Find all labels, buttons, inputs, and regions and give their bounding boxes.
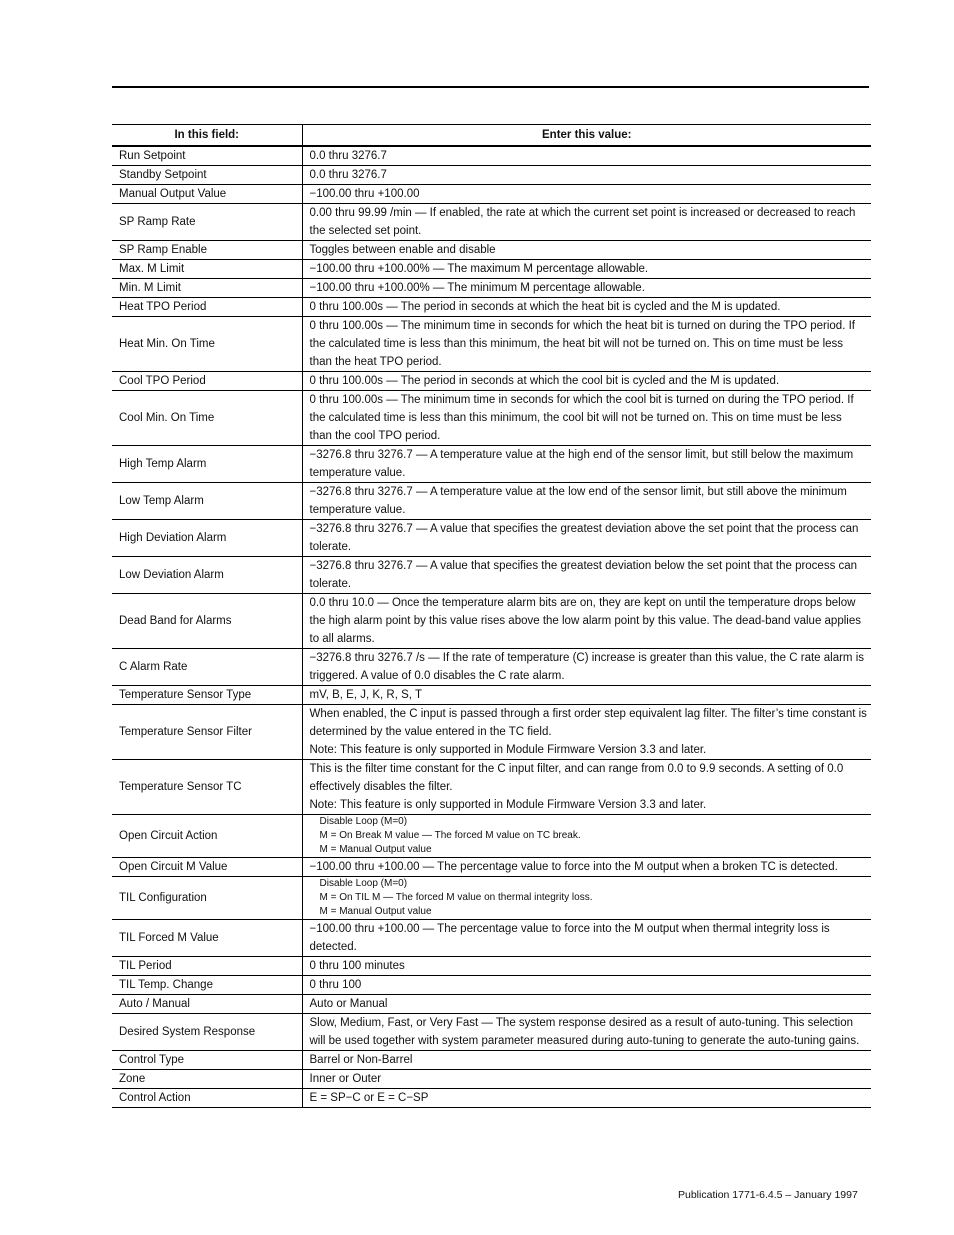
value-text: 0 thru 100.00s — The minimum time in seconds for which the cool bit is turned on during the TPO period. If the calculated time is less than this minimum, the cool bit will not be turned on. This on time must be less than the cool TPO period. <box>309 394 854 442</box>
field-value <box>302 1070 871 1089</box>
value-text: 0 thru 100.00s — The minimum time in seconds for which the heat bit is turned on during the TPO period. If the calculated time is less than this minimum, the heat bit will not be turned on. This on time must be less than the heat TPO period. <box>309 320 855 368</box>
field-value <box>302 241 871 260</box>
parameter-table <box>112 124 871 1108</box>
field-value <box>302 649 871 686</box>
field-name: TIL Forced M Value <box>112 920 302 957</box>
field-value <box>302 1014 871 1051</box>
field-name: Min. M Limit <box>112 279 302 298</box>
field-name: Low Deviation Alarm <box>112 557 302 594</box>
field-name: Auto / Manual <box>112 995 302 1014</box>
value-text: Toggles between enable and disable <box>309 244 496 256</box>
field-value <box>302 920 871 957</box>
table-row <box>112 858 871 877</box>
table-row <box>112 317 871 372</box>
field-value <box>302 858 871 877</box>
field-value <box>302 483 871 520</box>
field-value <box>302 957 871 976</box>
top-rule <box>112 86 869 88</box>
table-row <box>112 686 871 705</box>
field-name: Open Circuit Action <box>112 815 302 858</box>
table-row <box>112 1014 871 1051</box>
table-row <box>112 1089 871 1108</box>
option-item: Disable Loop (M=0) <box>319 878 408 889</box>
field-name: Cool TPO Period <box>112 372 302 391</box>
table-row <box>112 241 871 260</box>
table-row <box>112 260 871 279</box>
field-name: SP Ramp Enable <box>112 241 302 260</box>
field-name: Cool Min. On Time <box>112 391 302 446</box>
field-value <box>302 760 871 815</box>
table-row <box>112 976 871 995</box>
table-body <box>112 146 871 1108</box>
table-row <box>112 557 871 594</box>
value-text: 0.00 thru 99.99 /min — If enabled, the rate at which the current set point is increased or decreased to reach the selected set point. <box>309 207 856 237</box>
option-item: M = Manual Output value <box>319 844 432 855</box>
field-name: Low Temp Alarm <box>112 483 302 520</box>
table-row <box>112 446 871 483</box>
value-text: Inner or Outer <box>309 1073 382 1085</box>
field-name: Run Setpoint <box>112 146 302 166</box>
option-item: M = Manual Output value <box>319 906 432 917</box>
value-text: 0 thru 100.00s — The period in seconds at which the heat bit is cycled and the M is updated. <box>309 301 781 313</box>
option-item: Disable Loop (M=0) <box>319 816 408 827</box>
value-text: 0.0 thru 3276.7 <box>309 150 387 162</box>
value-note: Note: This feature is only supported in Module Firmware Version 3.3 and later. <box>309 799 707 811</box>
value-text: −100.00 thru +100.00 — The percentage value to force into the M output when thermal integrity loss is detected. <box>309 923 830 953</box>
field-name: Manual Output Value <box>112 185 302 204</box>
field-value <box>302 1051 871 1070</box>
field-name: Temperature Sensor TC <box>112 760 302 815</box>
field-value <box>302 557 871 594</box>
value-text: Slow, Medium, Fast, or Very Fast — The system response desired as a result of auto-tuning. This selection will be used together with system parameter measured during auto-tuning to generate the auto-tuning gains. <box>309 1017 860 1047</box>
value-text: This is the filter time constant for the C input filter, and can range from 0.0 to 9.9 seconds. A setting of 0.0 effectively disables the filter. <box>309 763 844 793</box>
field-name: Dead Band for Alarms <box>112 594 302 649</box>
field-name: C Alarm Rate <box>112 649 302 686</box>
field-value <box>302 166 871 185</box>
field-value <box>302 1089 871 1108</box>
table-row <box>112 1070 871 1089</box>
table-row <box>112 920 871 957</box>
publication-footer: Publication 1771-6.4.5 – January 1997 <box>678 1189 858 1201</box>
value-text: 0 thru 100.00s — The period in seconds at which the cool bit is cycled and the M is updated. <box>309 375 780 387</box>
field-name: Control Type <box>112 1051 302 1070</box>
table-row <box>112 372 871 391</box>
field-value <box>302 520 871 557</box>
field-value <box>302 279 871 298</box>
value-text: E = SP−C or E = C−SP <box>309 1092 429 1104</box>
field-value <box>302 815 871 858</box>
table-row <box>112 649 871 686</box>
value-text: 0.0 thru 3276.7 <box>309 169 387 181</box>
table-row <box>112 594 871 649</box>
table-row <box>112 146 871 166</box>
field-name: Heat TPO Period <box>112 298 302 317</box>
field-name: TIL Temp. Change <box>112 976 302 995</box>
field-name: Desired System Response <box>112 1014 302 1051</box>
field-name: TIL Period <box>112 957 302 976</box>
field-value <box>302 372 871 391</box>
value-text: −3276.8 thru 3276.7 — A temperature value at the low end of the sensor limit, but still above the minimum temperature value. <box>309 486 847 516</box>
field-name: High Deviation Alarm <box>112 520 302 557</box>
table-row <box>112 279 871 298</box>
value-text: mV, B, E, J, K, R, S, T <box>309 689 422 701</box>
field-value <box>302 204 871 241</box>
value-text: When enabled, the C input is passed through a first order step equivalent lag filter. The filter’s time constant is determined by the value entered in the TC field. <box>309 708 867 738</box>
field-value <box>302 976 871 995</box>
value-text: −3276.8 thru 3276.7 — A value that specifies the greatest deviation below the set point that the process can tolerate. <box>309 560 858 590</box>
value-text: −100.00 thru +100.00 <box>309 188 420 200</box>
value-text: −3276.8 thru 3276.7 — A temperature value at the high end of the sensor limit, but still below the maximum temperature value. <box>309 449 854 479</box>
field-value <box>302 185 871 204</box>
field-name: Zone <box>112 1070 302 1089</box>
value-text: −100.00 thru +100.00% — The maximum M percentage allowable. <box>309 263 649 275</box>
field-value <box>302 686 871 705</box>
table-row <box>112 705 871 760</box>
table-header-row <box>112 125 871 147</box>
field-value <box>302 298 871 317</box>
value-note: Note: This feature is only supported in Module Firmware Version 3.3 and later. <box>309 744 707 756</box>
table-row <box>112 391 871 446</box>
table-row <box>112 483 871 520</box>
field-name: High Temp Alarm <box>112 446 302 483</box>
value-text: 0.0 thru 10.0 — Once the temperature alarm bits are on, they are kept on until the temperature drops below the high alarm point by this value rises above the low alarm point by this value. The dead-band value applies to all alarms. <box>309 597 861 645</box>
field-name: Control Action <box>112 1089 302 1108</box>
field-name: Max. M Limit <box>112 260 302 279</box>
value-text: −3276.8 thru 3276.7 — A value that specifies the greatest deviation above the set point that the process can tolerate. <box>309 523 859 553</box>
field-value <box>302 260 871 279</box>
table-row <box>112 815 871 858</box>
option-item: M = On TIL M — The forced M value on thermal integrity loss. <box>319 892 593 903</box>
value-text: 0 thru 100 minutes <box>309 960 405 972</box>
value-text: Barrel or Non-Barrel <box>309 1054 413 1066</box>
value-text: 0 thru 100 <box>309 979 362 991</box>
field-value <box>302 317 871 372</box>
field-name: Heat Min. On Time <box>112 317 302 372</box>
field-name: Temperature Sensor Filter <box>112 705 302 760</box>
table-row <box>112 520 871 557</box>
value-text: −100.00 thru +100.00% — The minimum M percentage allowable. <box>309 282 645 294</box>
value-text: −3276.8 thru 3276.7 /s — If the rate of temperature (C) increase is greater than this value, the C rate alarm is triggered. A value of 0.0 disables the C rate alarm. <box>309 652 865 682</box>
field-name: Temperature Sensor Type <box>112 686 302 705</box>
value-text: −100.00 thru +100.00 — The percentage value to force into the M output when a broken TC is detected. <box>309 861 838 873</box>
table-row <box>112 166 871 185</box>
field-name: TIL Configuration <box>112 877 302 920</box>
field-name: SP Ramp Rate <box>112 204 302 241</box>
field-value <box>302 594 871 649</box>
table-row <box>112 760 871 815</box>
field-value <box>302 391 871 446</box>
field-name: Standby Setpoint <box>112 166 302 185</box>
option-item: M = On Break M value — The forced M value on TC break. <box>319 830 581 841</box>
table-row <box>112 877 871 920</box>
table-row <box>112 185 871 204</box>
table-row <box>112 298 871 317</box>
value-text: Auto or Manual <box>309 998 388 1010</box>
field-value <box>302 877 871 920</box>
field-value <box>302 146 871 166</box>
field-value <box>302 995 871 1014</box>
table-row <box>112 995 871 1014</box>
table-row <box>112 957 871 976</box>
header-value: Enter this value: <box>302 125 871 147</box>
header-field: In this field: <box>112 125 302 147</box>
table-row <box>112 204 871 241</box>
field-name: Open Circuit M Value <box>112 858 302 877</box>
table-row <box>112 1051 871 1070</box>
field-value <box>302 705 871 760</box>
field-value <box>302 446 871 483</box>
